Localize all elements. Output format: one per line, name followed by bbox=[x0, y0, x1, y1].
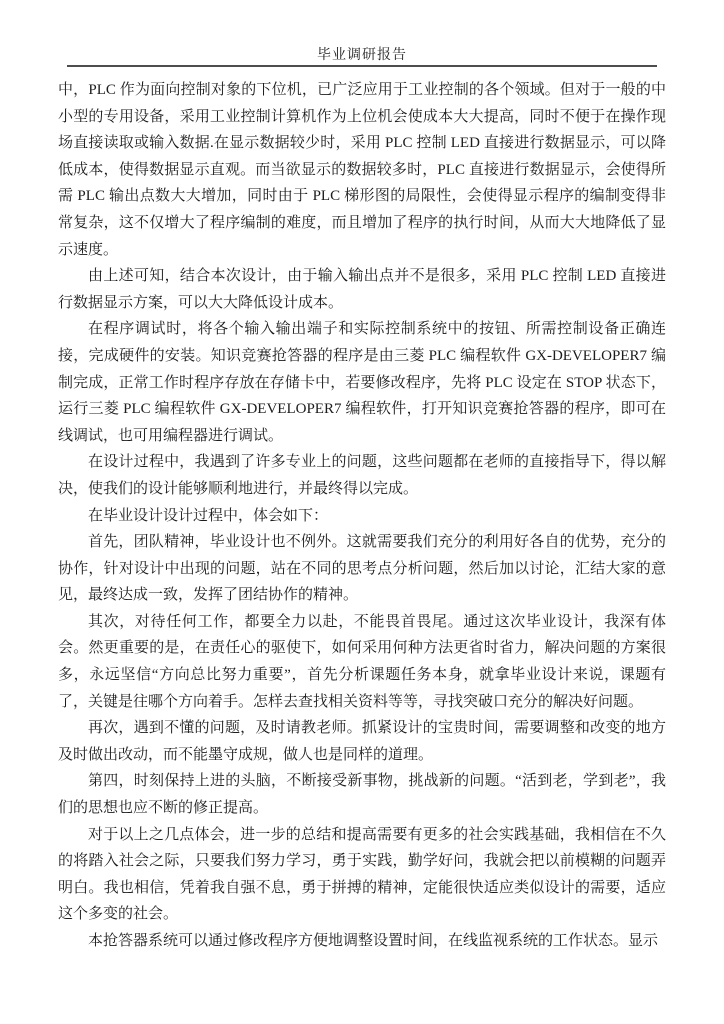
page-header bbox=[0, 44, 724, 64]
paragraph: 其次，对待任何工作，都要全力以赴，不能畏首畏尾。通过这次毕业设计，我深有体会。然更重要的是，在责任心的驱使下，如何采用何种方法更省时省力，解决问题的方案很多，永远坚信“方向总比努力重要”，首先分析课题任务本身，就拿毕业设计来说，课题有了，关键是往哪个方向着手。怎样去查找相关资料等等，寻找突破口充分的解决好问题。 bbox=[58, 613, 666, 710]
paragraph: 在设计过程中，我遇到了许多专业上的问题，这些问题都在老师的直接指导下，得以解决，使我们的设计能够顺利地进行，并最终得以完成。 bbox=[58, 454, 666, 497]
paragraph: 对于以上之几点体会，进一步的总结和提高需要有更多的社会实践基础，我相信在不久的将踏入社会之际，只要我们努力学习，勇于实践，勤学好问，我就会把以前模糊的问题弄明白。我也相信，凭着我自强不息，勇于拼搏的精神，定能很快适应类似设计的需要，适应这个多变的社会。 bbox=[58, 826, 666, 923]
paragraph: 在毕业设计设计过程中，体会如下： bbox=[88, 507, 329, 524]
paragraph: 中，PLC 作为面向控制对象的下位机，已广泛应用于工业控制的各个领域。但对于一般的中小型的专用设备，采用工业控制计算机作为上位机会使成本大大提高，同时不便于在操作现场直接读取或输入数据.在显示数据较少时，采用 PLC 控制 LED 直接进行数据显示，可以降低成本，使得数据显示直观。而当欲显示的数据较多时，PLC 直接进行数据显示，会使得所需 PLC 输出点数大大增加，同时由于 PLC 梯形图的局限性，会使得显示程序的编制变得非常复杂，这不仅增大了程序编制的难度，而且增加了程序的执行时间，从而大大地降低了显示速度。 bbox=[58, 82, 666, 258]
header-rule bbox=[67, 65, 657, 67]
paragraph: 第四，时刻保持上进的头脑，不断接受新事物，挑战新的问题。“活到老，学到老”，我们的思想也应不断的修正提高。 bbox=[58, 773, 666, 817]
paragraph: 再次，遇到不懂的问题，及时请教老师。抓紧设计的宝贵时间，需要调整和改变的地方及时做出改动，而不能墨守成规，做人也是同样的道理。 bbox=[58, 720, 666, 763]
page-header-title: 毕业调研报告 bbox=[317, 48, 407, 63]
document-body bbox=[58, 77, 666, 955]
paragraph: 在程序调试时，将各个输入输出端子和实际控制系统中的按钮、所需控制设备正确连接，完成硬件的安装。知识竞赛抢答器的程序是由三菱 PLC 编程软件 GX-DEVELOPER7 编制完成，正常工作时程序存放在存储卡中，若要修改程序，先将 PLC 设定在 STOP 状态下，运行三菱 PLC 编程软件 GX-DEVELOPER7 编程软件，打开知识竞赛抢答器的程序，即可在线调试，也可用编程器进行调试。 bbox=[58, 321, 666, 444]
paragraph: 首先，团队精神，毕业设计也不例外。这就需要我们充分的利用好各自的优势，充分的协作，针对设计中出现的问题，站在不同的思考点分析问题，然后加以讨论，汇结大家的意见，最终达成一致，发挥了团结协作的精神。 bbox=[58, 534, 666, 604]
paragraph: 本抢答器系统可以通过修改程序方便地调整设置时间，在线监视系统的工作状态。显示 bbox=[88, 933, 659, 949]
paragraph: 由上述可知，结合本次设计，由于输入输出点并不是很多，采用 PLC 控制 LED 直接进行数据显示方案，可以大大降低设计成本。 bbox=[58, 268, 666, 311]
